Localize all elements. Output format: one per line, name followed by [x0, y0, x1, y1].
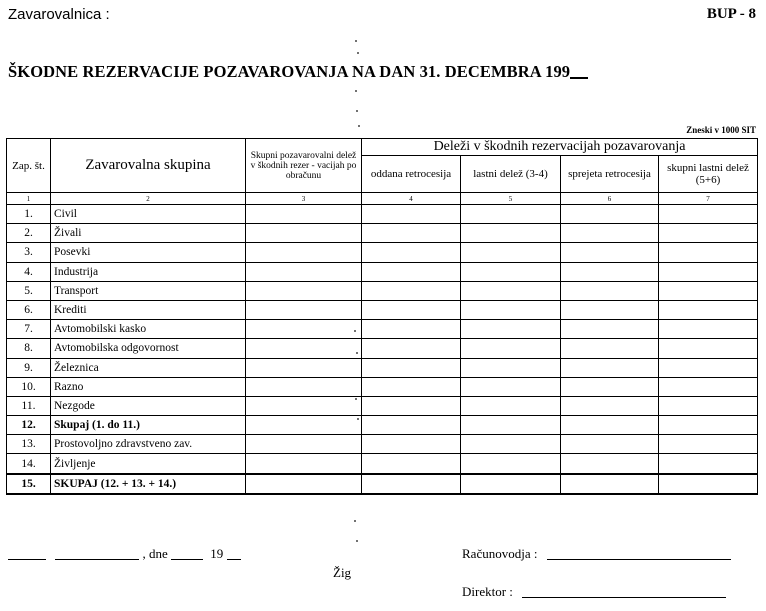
value-cell[interactable]	[246, 339, 362, 358]
value-cell[interactable]	[561, 281, 659, 300]
column-number: 3	[246, 193, 362, 205]
value-cell[interactable]	[246, 224, 362, 243]
value-cell[interactable]	[362, 262, 461, 281]
place-date-line	[8, 546, 241, 562]
form-code: BUP - 8	[706, 6, 756, 22]
value-cell[interactable]	[246, 205, 362, 224]
row-group-name: Razno	[51, 377, 246, 396]
column-number: 5	[461, 193, 561, 205]
value-cell[interactable]	[659, 224, 758, 243]
director-blank	[522, 585, 726, 598]
value-cell[interactable]	[246, 243, 362, 262]
scan-speck	[358, 125, 360, 127]
table-row	[7, 281, 758, 300]
value-cell[interactable]	[246, 416, 362, 435]
row-number: 13.	[7, 435, 51, 454]
scan-speck	[356, 110, 358, 112]
column-number: 6	[561, 193, 659, 205]
col-header-zap: Zap. št.	[7, 139, 51, 193]
table-row	[7, 396, 758, 415]
value-cell[interactable]	[246, 358, 362, 377]
value-cell[interactable]	[246, 300, 362, 319]
value-cell[interactable]	[659, 416, 758, 435]
year-blank	[570, 63, 588, 79]
value-cell[interactable]	[659, 454, 758, 474]
value-cell[interactable]	[561, 300, 659, 319]
column-number-row	[7, 193, 758, 205]
value-cell[interactable]	[362, 320, 461, 339]
col-header-ceded: oddana retrocesija	[362, 156, 461, 193]
value-cell[interactable]	[246, 320, 362, 339]
accountant-label: Računovodja :	[462, 546, 538, 561]
row-group-name: Avtomobilska odgovornost	[51, 339, 246, 358]
value-cell[interactable]	[362, 454, 461, 474]
accountant-signature	[462, 546, 731, 562]
table-row	[7, 358, 758, 377]
table-row	[7, 377, 758, 396]
value-cell[interactable]	[561, 262, 659, 281]
value-cell[interactable]	[659, 243, 758, 262]
value-cell[interactable]	[659, 377, 758, 396]
value-cell[interactable]	[561, 435, 659, 454]
value-cell[interactable]	[659, 474, 758, 494]
value-cell[interactable]	[362, 281, 461, 300]
row-group-name: SKUPAJ (12. + 13. + 14.)	[51, 474, 246, 494]
value-cell[interactable]	[461, 416, 561, 435]
table-row	[7, 243, 758, 262]
value-cell[interactable]	[362, 474, 461, 494]
value-cell[interactable]	[659, 339, 758, 358]
year-blank-footer	[227, 547, 241, 560]
value-cell[interactable]	[461, 377, 561, 396]
value-cell[interactable]	[461, 320, 561, 339]
row-group-name: Industrija	[51, 262, 246, 281]
group-header: Deleži v škodnih rezervacijah pozavarovanja	[362, 139, 758, 156]
place-blank-2	[55, 547, 139, 560]
col-header-own: lastni delež (3-4)	[461, 156, 561, 193]
value-cell[interactable]	[362, 358, 461, 377]
value-cell[interactable]	[659, 320, 758, 339]
title-text: ŠKODNE REZERVACIJE POZAVAROVANJA NA DAN 31. DECEMBRA 199	[8, 62, 571, 81]
row-group-name: Življenje	[51, 454, 246, 474]
row-group-name: Železnica	[51, 358, 246, 377]
scan-speck	[354, 330, 356, 332]
value-cell[interactable]	[362, 339, 461, 358]
value-cell[interactable]	[461, 454, 561, 474]
row-number: 14.	[7, 454, 51, 474]
scan-speck	[355, 398, 357, 400]
value-cell[interactable]	[246, 396, 362, 415]
value-cell[interactable]	[659, 300, 758, 319]
value-cell[interactable]	[362, 224, 461, 243]
page-title	[8, 62, 588, 82]
scan-speck	[357, 52, 359, 54]
row-number: 11.	[7, 396, 51, 415]
value-cell[interactable]	[659, 205, 758, 224]
value-cell[interactable]	[246, 262, 362, 281]
row-group-name: Avtomobilski kasko	[51, 320, 246, 339]
accountant-blank	[547, 547, 731, 560]
row-number: 15.	[7, 474, 51, 494]
value-cell[interactable]	[659, 435, 758, 454]
row-number: 6.	[7, 300, 51, 319]
row-group-name: Prostovoljno zdravstveno zav.	[51, 435, 246, 454]
date-label: , dne	[142, 546, 168, 561]
value-cell[interactable]	[561, 358, 659, 377]
value-cell[interactable]	[362, 396, 461, 415]
value-cell[interactable]	[246, 281, 362, 300]
row-group-name: Posevki	[51, 243, 246, 262]
row-group-name: Nezgode	[51, 396, 246, 415]
value-cell[interactable]	[561, 396, 659, 415]
value-cell[interactable]	[561, 243, 659, 262]
row-group-name: Živali	[51, 224, 246, 243]
row-number: 3.	[7, 243, 51, 262]
value-cell[interactable]	[561, 205, 659, 224]
value-cell[interactable]	[561, 339, 659, 358]
value-cell[interactable]	[246, 474, 362, 494]
row-group-name: Transport	[51, 281, 246, 300]
scan-speck	[356, 540, 358, 542]
value-cell[interactable]	[362, 435, 461, 454]
value-cell[interactable]	[659, 358, 758, 377]
table-row	[7, 224, 758, 243]
scan-speck	[355, 90, 357, 92]
value-cell[interactable]	[461, 474, 561, 494]
value-cell[interactable]	[461, 281, 561, 300]
row-number: 10.	[7, 377, 51, 396]
column-number: 1	[7, 193, 51, 205]
row-number: 9.	[7, 358, 51, 377]
company-label: Zavarovalnica :	[8, 6, 110, 23]
col-header-total-share: Skupni pozavarovalni delež v škodnih rezer - vacijah po obračunu	[246, 139, 362, 193]
scan-speck	[354, 520, 356, 522]
table-row	[7, 205, 758, 224]
value-cell[interactable]	[461, 435, 561, 454]
value-cell[interactable]	[561, 416, 659, 435]
value-cell[interactable]	[461, 300, 561, 319]
column-number: 7	[659, 193, 758, 205]
table-row	[7, 300, 758, 319]
value-cell[interactable]	[561, 474, 659, 494]
value-cell[interactable]	[461, 339, 561, 358]
table-row	[7, 435, 758, 454]
value-cell[interactable]	[246, 454, 362, 474]
col-header-total-own: skupni lastni delež (5+6)	[659, 156, 758, 193]
value-cell[interactable]	[561, 454, 659, 474]
value-cell[interactable]	[561, 224, 659, 243]
value-cell[interactable]	[659, 262, 758, 281]
value-cell[interactable]	[461, 205, 561, 224]
scan-speck	[356, 352, 358, 354]
table-row	[7, 454, 758, 474]
table-row	[7, 416, 758, 435]
value-cell[interactable]	[561, 377, 659, 396]
col-header-accepted: sprejeta retrocesija	[561, 156, 659, 193]
stamp-label: Žig	[333, 565, 352, 580]
row-number: 1.	[7, 205, 51, 224]
table-row	[7, 474, 758, 494]
row-number: 2.	[7, 224, 51, 243]
value-cell[interactable]	[246, 377, 362, 396]
director-label: Direktor :	[462, 584, 513, 599]
place-blank	[8, 547, 46, 560]
row-number: 12.	[7, 416, 51, 435]
scan-speck	[357, 418, 359, 420]
value-cell[interactable]	[461, 224, 561, 243]
reserves-table	[6, 138, 758, 495]
value-cell[interactable]	[362, 416, 461, 435]
value-cell[interactable]	[659, 396, 758, 415]
value-cell[interactable]	[362, 300, 461, 319]
row-group-name: Skupaj (1. do 11.)	[51, 416, 246, 435]
table-row	[7, 262, 758, 281]
scan-speck	[355, 40, 357, 42]
column-number: 2	[51, 193, 246, 205]
value-cell[interactable]	[362, 377, 461, 396]
value-cell[interactable]	[246, 435, 362, 454]
value-cell[interactable]	[561, 320, 659, 339]
row-group-name: Krediti	[51, 300, 246, 319]
date-blank	[171, 547, 203, 560]
value-cell[interactable]	[461, 396, 561, 415]
value-cell[interactable]	[461, 358, 561, 377]
table-row	[7, 339, 758, 358]
row-number: 5.	[7, 281, 51, 300]
column-number: 4	[362, 193, 461, 205]
value-cell[interactable]	[659, 281, 758, 300]
amounts-note: Zneski v 1000 SIT	[686, 125, 756, 135]
value-cell[interactable]	[362, 243, 461, 262]
row-group-name: Civil	[51, 205, 246, 224]
value-cell[interactable]	[461, 262, 561, 281]
value-cell[interactable]	[362, 205, 461, 224]
row-number: 8.	[7, 339, 51, 358]
col-header-group: Zavarovalna skupina	[51, 139, 246, 193]
director-signature	[462, 584, 726, 600]
value-cell[interactable]	[461, 243, 561, 262]
year-prefix: 19	[210, 546, 224, 561]
row-number: 4.	[7, 262, 51, 281]
row-number: 7.	[7, 320, 51, 339]
table-row	[7, 320, 758, 339]
